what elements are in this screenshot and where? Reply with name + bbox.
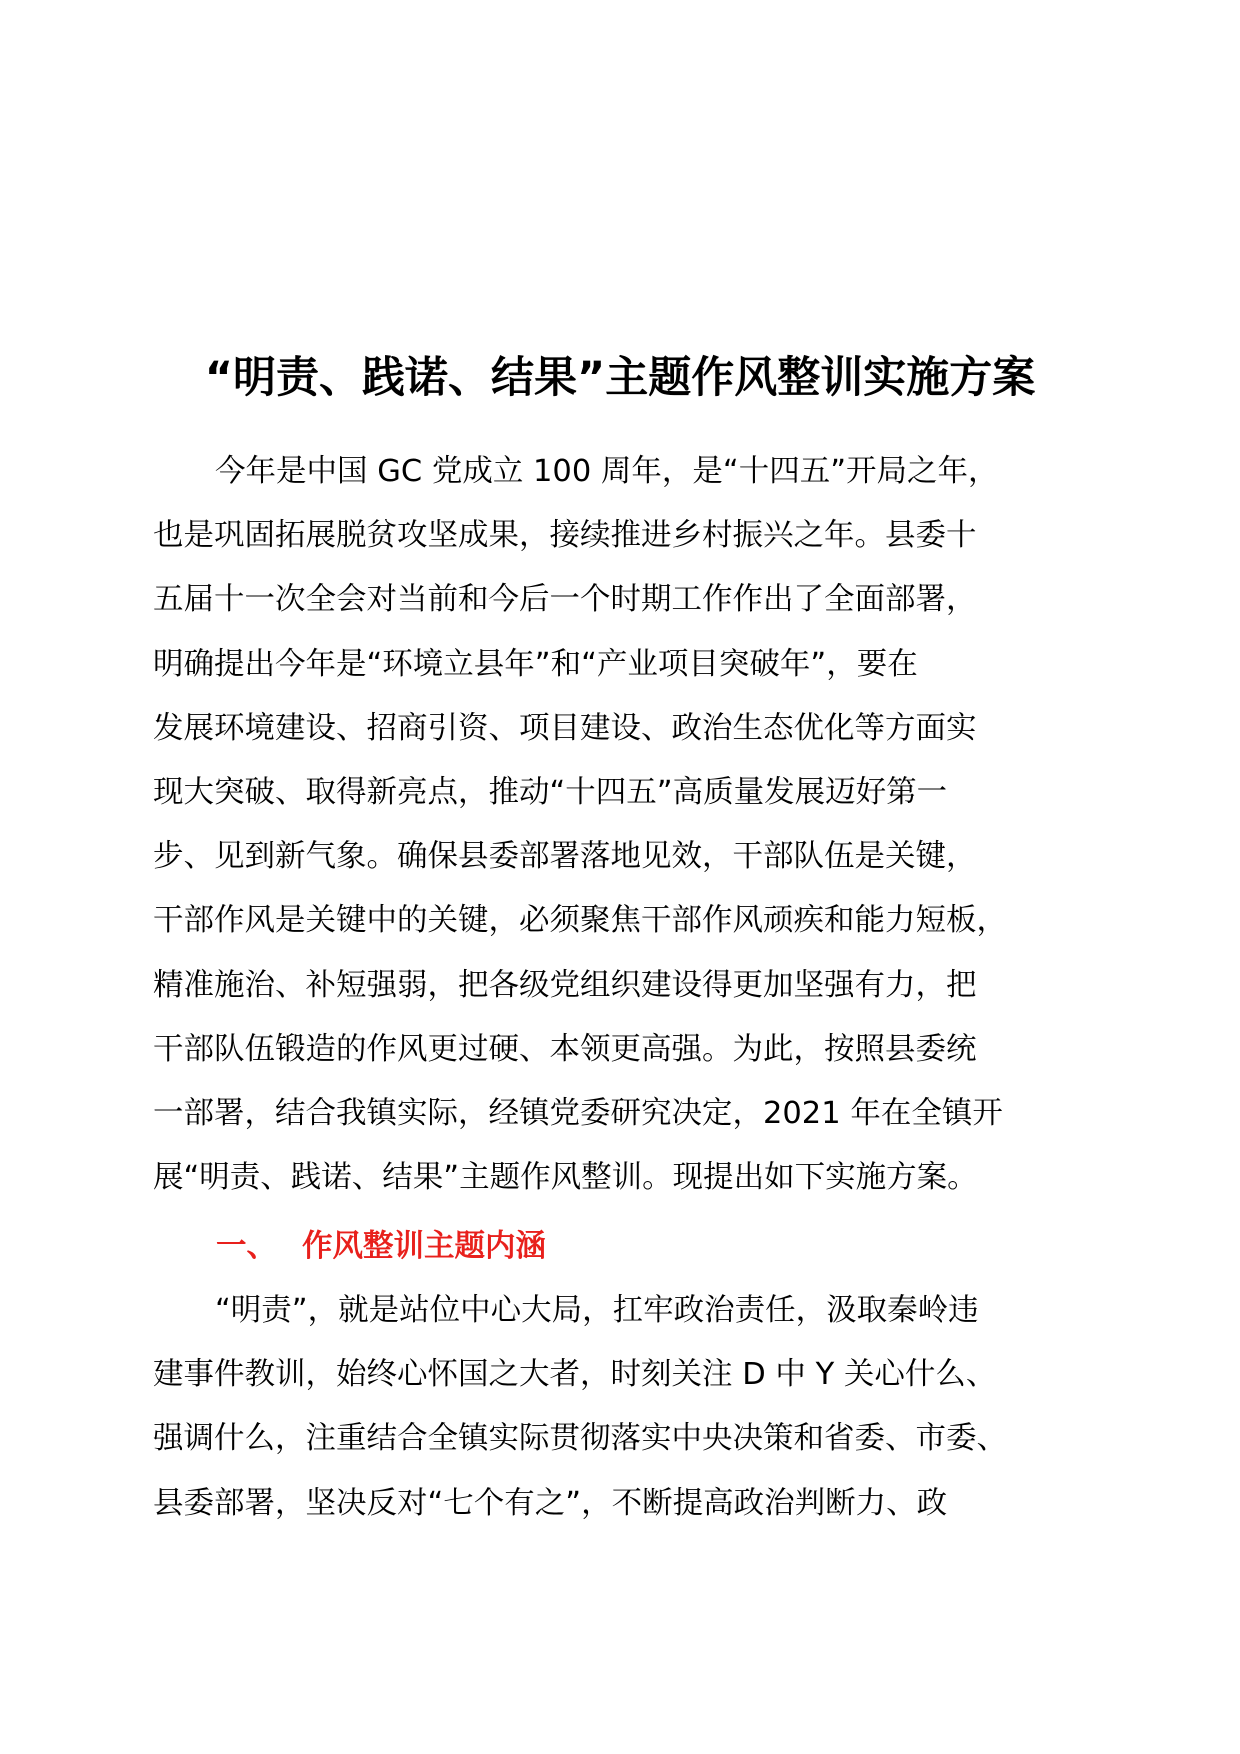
section-paragraph xyxy=(153,1279,1113,1536)
section-title: 作风整训主题内涵 xyxy=(302,1229,546,1264)
paragraph-line: 展“明责、践诺、结果”主题作风整训。现提出如下实施方案。 xyxy=(153,1160,978,1196)
paragraph-line: 干部作风是关键中的关键，必须聚焦干部作风顽疾和能力短板， xyxy=(153,903,1007,939)
intro-paragraph xyxy=(153,440,1113,1210)
section-heading xyxy=(216,1215,546,1279)
paragraph-line: 也是巩固拓展脱贫攻坚成果，接续推进乡村振兴之年。县委十 xyxy=(153,518,977,554)
paragraph-line: 一部署，结合我镇实际，经镇党委研究决定，2021 年在全镇开 xyxy=(153,1095,1003,1131)
paragraph-line: 建事件教训，始终心怀国之大者，时刻关注 D 中 Y 关心什么、 xyxy=(153,1357,997,1393)
paragraph-line: 步、见到新气象。确保县委部署落地见效，干部队伍是关键， xyxy=(153,839,977,875)
paragraph-line: 县委部署，坚决反对“七个有之”，不断提高政治判断力、政 xyxy=(153,1485,948,1521)
paragraph-line: 干部队伍锻造的作风更过硬、本领更高强。为此，按照县委统 xyxy=(153,1031,977,1067)
paragraph-line: 明确提出今年是“环境立县年”和“产业项目突破年”，要在 xyxy=(153,646,918,682)
paragraph-line: “明责”，就是站位中心大局，扛牢政治责任，汲取秦岭违 xyxy=(215,1293,979,1328)
document-title: “明责、践诺、结果”主题作风整训实施方案 xyxy=(204,353,1036,403)
section-number: 一、 xyxy=(216,1229,277,1264)
paragraph-line: 精准施治、补短强弱，把各级党组织建设得更加坚强有力，把 xyxy=(153,967,977,1003)
paragraph-line: 今年是中国 GC 党成立 100 周年，是“十四五”开局之年， xyxy=(215,454,999,489)
paragraph-line: 五届十一次全会对当前和今后一个时期工作作出了全面部署， xyxy=(153,582,977,618)
paragraph-line: 强调什么，注重结合全镇实际贯彻落实中央决策和省委、市委、 xyxy=(153,1421,1007,1457)
paragraph-line: 发展环境建设、招商引资、项目建设、政治生态优化等方面实 xyxy=(153,710,977,746)
paragraph-line: 现大突破、取得新亮点，推动“十四五”高质量发展迈好第一 xyxy=(153,774,948,810)
